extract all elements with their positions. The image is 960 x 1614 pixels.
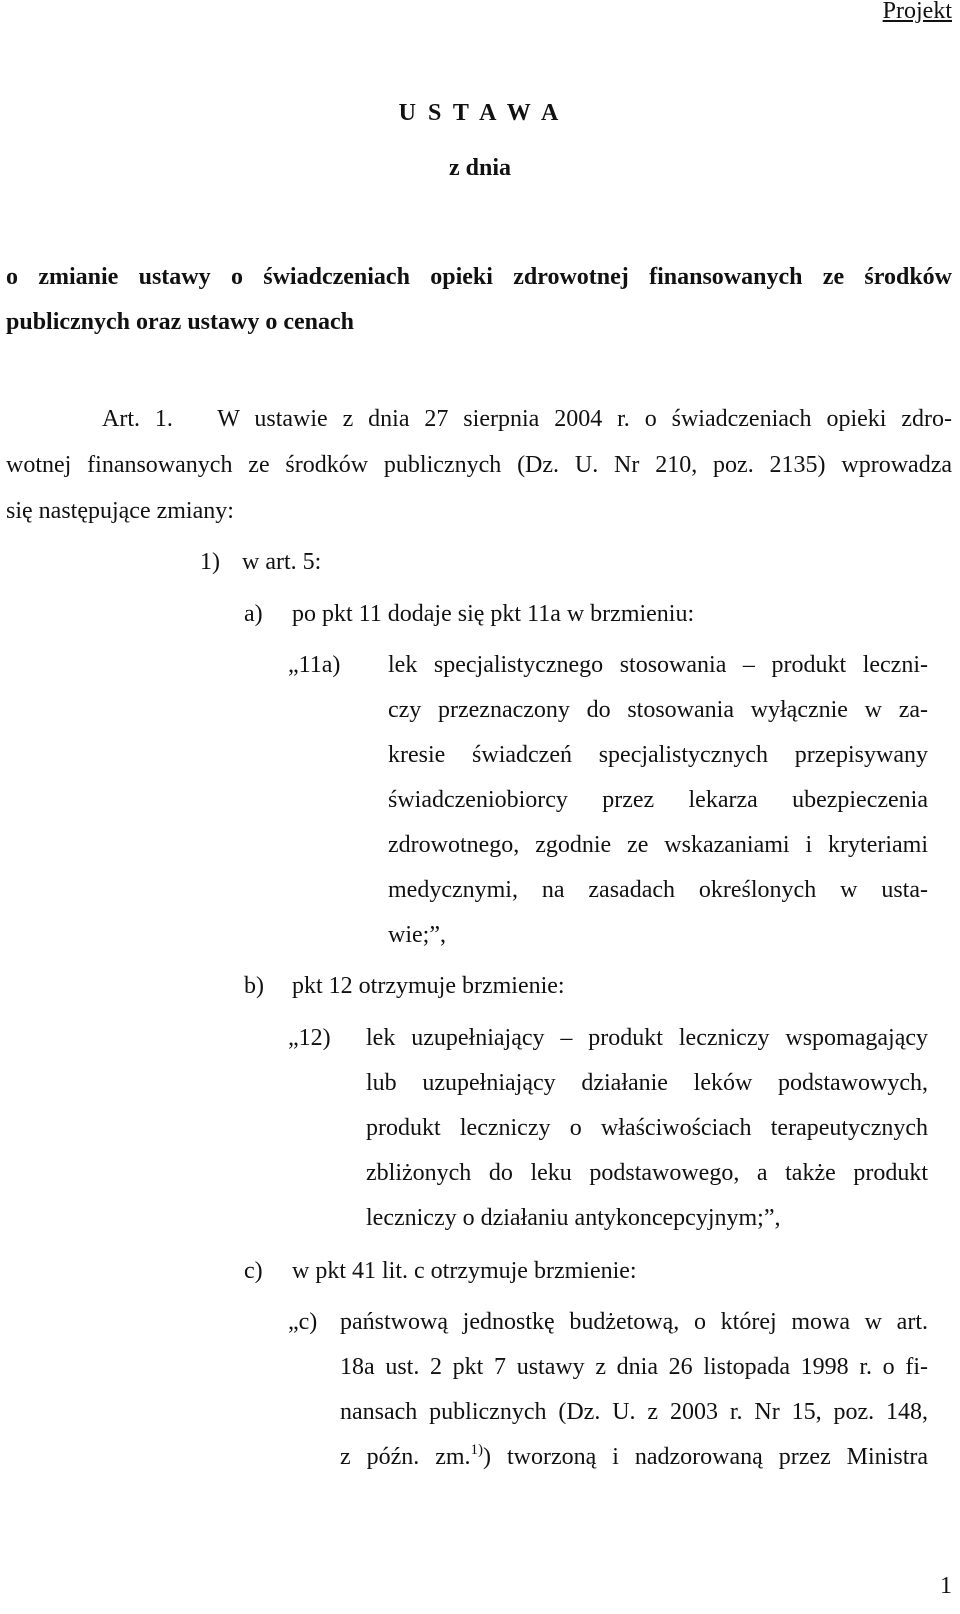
item-a-text: po pkt 11 dodaje się pkt 11a w brzmieniu: [292, 601, 695, 627]
quote-line: medycznymi, na zasadach określonych w usta- [388, 877, 928, 903]
projekt-label: Projekt [882, 0, 952, 24]
quote-line: lub uzupełniający działanie leków podstawowych, [366, 1070, 928, 1096]
quote-line: czy przeznaczony do stosowania wyłącznie w za- [388, 697, 928, 723]
quote-line: kresie świadczeń specjalistycznych przepisywany [388, 742, 928, 768]
item-b-label: b) [244, 973, 264, 999]
quote-text: ) tworzoną i nadzorowaną przez Ministra [483, 1444, 929, 1470]
quote-line: lek uzupełniający – produkt leczniczy wspomagający [366, 1025, 928, 1051]
quote-line: świadczeniobiorcy przez lekarza ubezpieczenia [388, 787, 928, 813]
article-1 [6, 396, 952, 534]
quote-line: nansach publicznych (Dz. U. z 2003 r. Nr 15, poz. 148, [340, 1399, 928, 1425]
item-a-label: a) [244, 601, 263, 627]
item-c-text: w pkt 41 lit. c otrzymuje brzmienie: [292, 1258, 637, 1284]
quote-text: z późn. zm. [340, 1444, 471, 1470]
quote-line: leczniczy o działaniu antykoncepcyjnym;”, [366, 1205, 781, 1231]
point-1-text: w art. 5: [242, 549, 322, 575]
quote-line: zdrowotnego, zgodnie ze wskazaniami i kryteriami [388, 832, 928, 858]
quote-line: lek specjalistycznego stosowania – produkt leczni- [388, 652, 928, 678]
item-b-text: pkt 12 otrzymuje brzmienie: [292, 973, 565, 999]
item-c-quote-label: „c) [288, 1309, 318, 1335]
item-b-quote-label: „12) [288, 1025, 331, 1051]
item-b-quote [366, 1016, 928, 1241]
page-number: 1 [940, 1573, 952, 1599]
act-subject-line: publicznych oraz ustawy o cenach [6, 309, 354, 335]
act-subject-line: o zmianie ustawy o świadczeniach opieki zdrowotnej finansowanych ze środków [6, 264, 952, 290]
act-title: U S T A W A [398, 100, 562, 126]
quote-line: wie;”, [388, 922, 446, 948]
article-1-line: wotnej finansowanych ze środków publicznych (Dz. U. Nr 210, poz. 2135) wprowadza [6, 452, 952, 478]
item-a-quote-label: „11a) [288, 652, 341, 678]
point-1-label: 1) [200, 549, 220, 575]
quote-line: zbliżonych do leku podstawowego, a także produkt [366, 1160, 928, 1186]
quote-line: 18a ust. 2 pkt 7 ustawy z dnia 26 listopada 1998 r. o fi- [340, 1354, 928, 1380]
article-1-line: się następujące zmiany: [6, 498, 234, 524]
act-date-line: z dnia [448, 155, 511, 181]
act-subject [6, 255, 952, 345]
quote-line-last [340, 1435, 928, 1480]
item-c-quote [340, 1300, 928, 1480]
article-1-line: Art. 1. W ustawie z dnia 27 sierpnia 2004 r. o świadczeniach opieki zdro- [102, 406, 952, 432]
item-a-quote [388, 643, 928, 958]
footnote-mark[interactable]: 1) [470, 1442, 484, 1458]
quote-line: państwową jednostkę budżetową, o której mowa w art. [340, 1309, 928, 1335]
quote-line: produkt leczniczy o właściwościach terapeutycznych [366, 1115, 928, 1141]
item-c-label: c) [244, 1258, 263, 1284]
